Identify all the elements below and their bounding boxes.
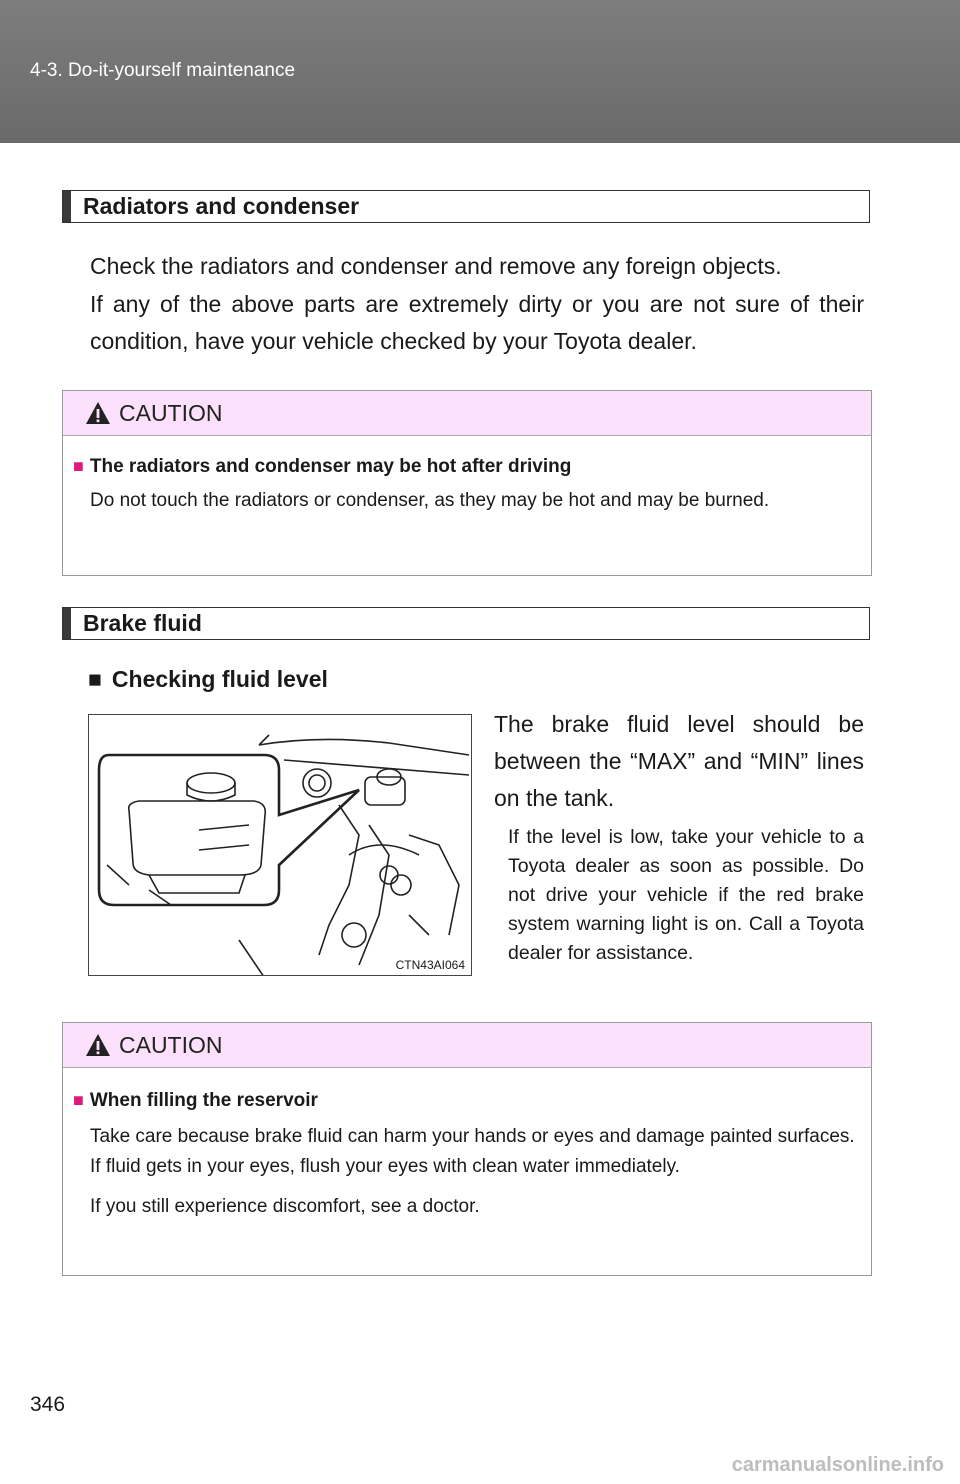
caution-header — [63, 391, 871, 436]
radiators-body — [90, 248, 864, 361]
section-title-text: Brake fluid — [83, 610, 202, 636]
caution-label: CAUTION — [119, 400, 223, 426]
caution-header — [63, 1023, 871, 1068]
breadcrumb: 4-3. Do-it-yourself maintenance — [30, 60, 296, 81]
section-title-radiators — [62, 190, 870, 223]
caution-body — [63, 436, 871, 516]
brake-main-text: The brake fluid level should be between the “MAX” and “MIN” lines on the tank. — [494, 711, 864, 811]
brake-note-text: If the level is low, take your vehicle to a Toyota dealer as soon as possible. Do not drive your vehicle if the red brake system warning light is on. Call a Toyota dealer for assistance. — [508, 826, 864, 964]
subheading-checking-fluid — [88, 666, 328, 693]
section-title-text: Radiators and condenser — [83, 193, 360, 219]
engine-bay-drawing — [89, 715, 472, 976]
figure-code: CTN43AI064 — [395, 958, 465, 972]
warning-triangle-icon — [85, 401, 111, 425]
caution-subtitle: The radiators and condenser may be hot after driving — [89, 456, 572, 477]
caution-box-radiators — [62, 390, 872, 576]
square-bullet-icon: ■ — [88, 666, 102, 692]
section-title-brake-fluid — [62, 607, 870, 640]
caution-text-1: Take care because brake fluid can harm your hands or eyes and damage painted surfaces. — [90, 1126, 855, 1147]
radiators-paragraph-2: If any of the above parts are extremely dirty or you are not sure of their condition, have your vehicle checked by your Toyota dealer. — [90, 290, 864, 354]
square-bullet-icon: ■ — [73, 456, 84, 476]
watermark: carmanualsonline.info — [731, 1454, 944, 1476]
page-number: 346 — [30, 1393, 66, 1416]
header-band — [0, 0, 960, 143]
warning-triangle-icon — [85, 1033, 111, 1057]
caution-box-reservoir — [62, 1022, 872, 1276]
brake-reservoir-illustration — [88, 714, 472, 976]
subheading-text: Checking fluid level — [111, 666, 328, 692]
caution-text-2: If fluid gets in your eyes, flush your eyes with clean water immediately. — [90, 1156, 680, 1177]
caution-body — [63, 1068, 871, 1222]
square-bullet-icon: ■ — [73, 1090, 84, 1110]
caution-text: Do not touch the radiators or condenser, as they may be hot and may be burned. — [90, 490, 770, 511]
radiators-paragraph-1: Check the radiators and condenser and remove any foreign objects. — [90, 253, 782, 279]
caution-label: CAUTION — [119, 1032, 223, 1058]
caution-subtitle: When filling the reservoir — [89, 1090, 318, 1111]
caution-text-3: If you still experience discomfort, see a doctor. — [90, 1196, 480, 1217]
